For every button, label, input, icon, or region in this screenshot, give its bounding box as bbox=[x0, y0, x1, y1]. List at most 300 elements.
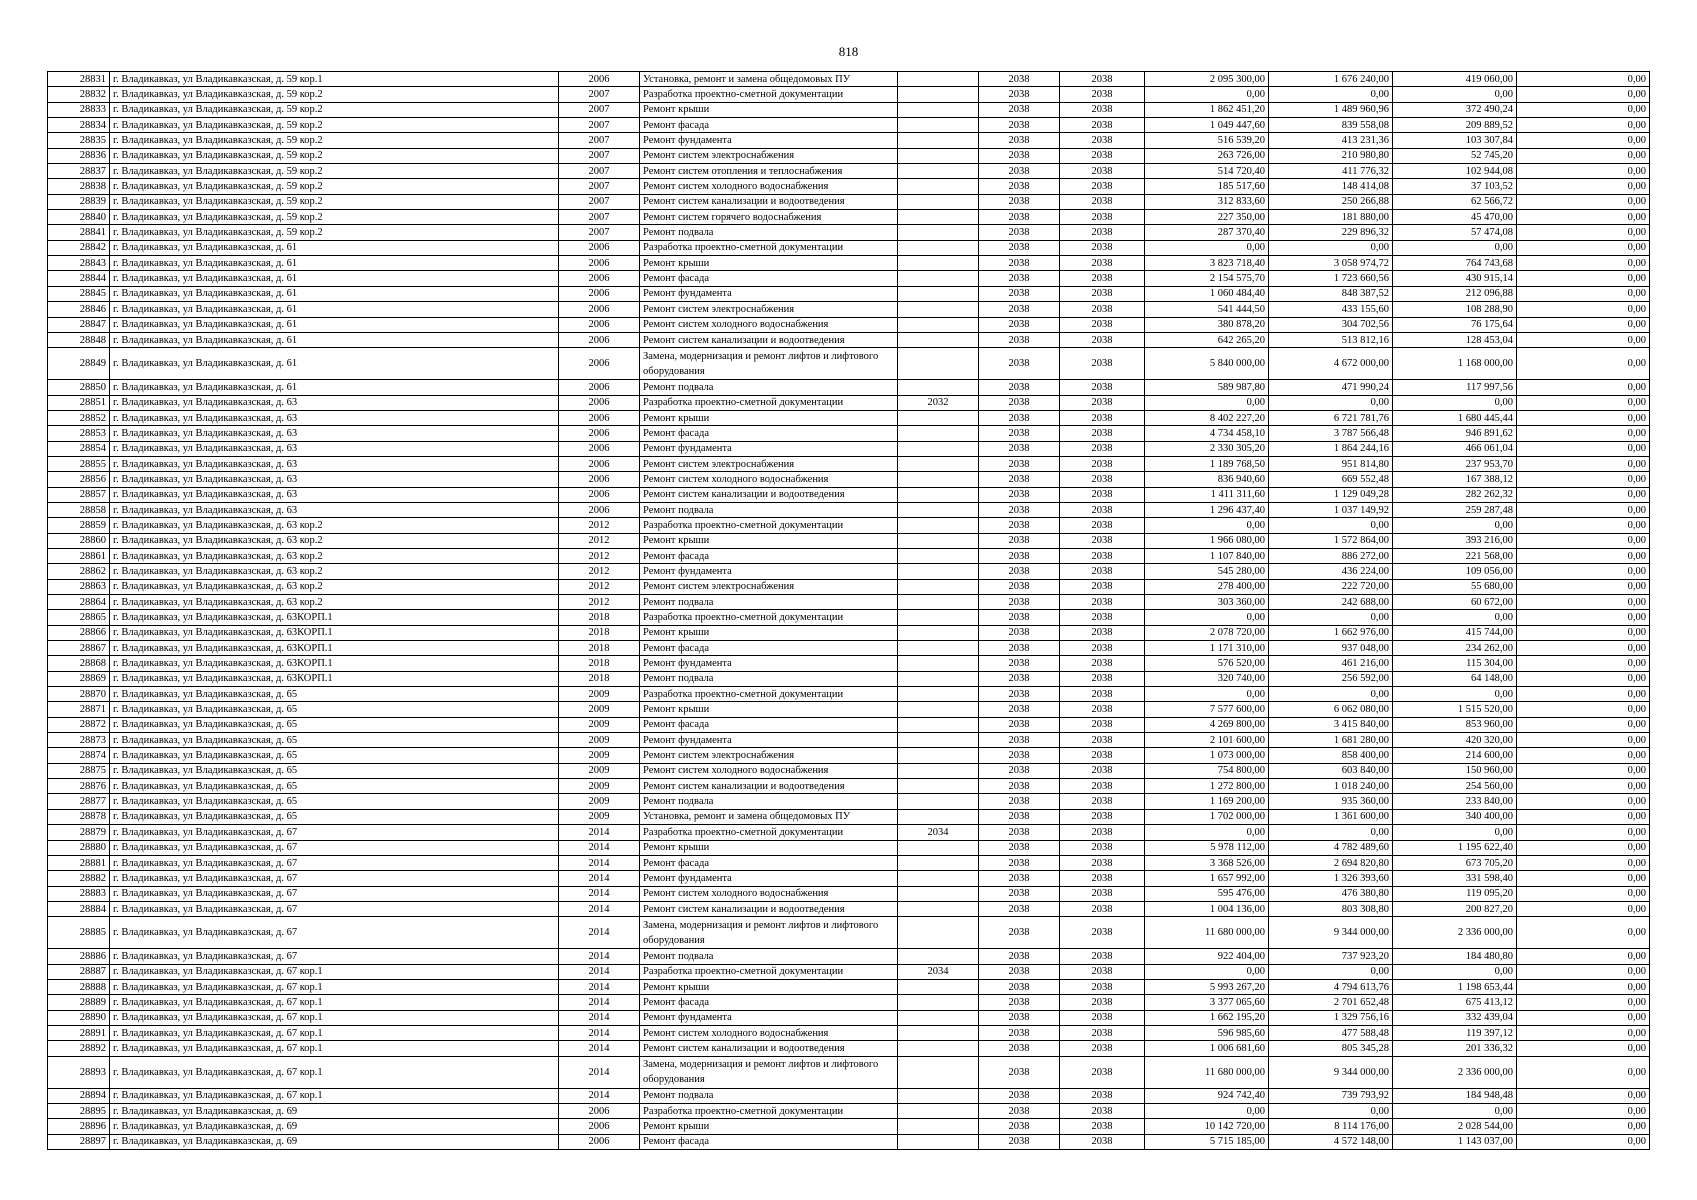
fund-cost-cell: 256 592,00 bbox=[1269, 671, 1393, 686]
work-type-cell: Ремонт фасада bbox=[640, 641, 898, 656]
fund-cost-cell: 3 058 974,72 bbox=[1269, 256, 1393, 271]
other-cost-cell: 0,00 bbox=[1517, 456, 1650, 471]
work-type-cell: Установка, ремонт и замена общедомовых ПУ bbox=[640, 809, 898, 824]
row-number-cell: 28890 bbox=[48, 1010, 110, 1025]
table-row bbox=[48, 656, 1650, 671]
owner-cost-cell: 332 439,04 bbox=[1393, 1010, 1517, 1025]
work-type-cell: Ремонт систем отопления и теплоснабжения bbox=[640, 164, 898, 179]
address-cell: г. Владикавказ, ул Владикавказская, д. 63 bbox=[110, 410, 559, 425]
other-cost-cell: 0,00 bbox=[1517, 348, 1650, 380]
total-cost-cell: 0,00 bbox=[1145, 87, 1269, 102]
work-type-cell: Ремонт систем канализации и водоотведения bbox=[640, 487, 898, 502]
end-year-cell: 2038 bbox=[1060, 518, 1145, 533]
build-year-cell: 2012 bbox=[559, 518, 640, 533]
end-year-cell: 2038 bbox=[1060, 641, 1145, 656]
fund-cost-cell: 0,00 bbox=[1269, 610, 1393, 625]
total-cost-cell: 1 189 768,50 bbox=[1145, 456, 1269, 471]
end-year-cell: 2038 bbox=[1060, 548, 1145, 563]
address-cell: г. Владикавказ, ул Владикавказская, д. 69 bbox=[110, 1119, 559, 1134]
work-type-cell: Ремонт систем холодного водоснабжения bbox=[640, 1025, 898, 1040]
work-type-cell: Установка, ремонт и замена общедомовых ПУ bbox=[640, 72, 898, 87]
plan-year-cell bbox=[898, 518, 979, 533]
other-cost-cell: 0,00 bbox=[1517, 102, 1650, 117]
total-cost-cell: 287 370,40 bbox=[1145, 225, 1269, 240]
plan-year-cell bbox=[898, 733, 979, 748]
total-cost-cell: 924 742,40 bbox=[1145, 1088, 1269, 1103]
fund-cost-cell: 461 216,00 bbox=[1269, 656, 1393, 671]
plan-year-cell bbox=[898, 779, 979, 794]
table-row bbox=[48, 426, 1650, 441]
plan-year-cell bbox=[898, 1056, 979, 1088]
other-cost-cell: 0,00 bbox=[1517, 763, 1650, 778]
other-cost-cell: 0,00 bbox=[1517, 118, 1650, 133]
address-cell: г. Владикавказ, ул Владикавказская, д. 67 кор.1 bbox=[110, 979, 559, 994]
build-year-cell: 2009 bbox=[559, 702, 640, 717]
build-year-cell: 2014 bbox=[559, 964, 640, 979]
work-type-cell: Ремонт фундамента bbox=[640, 441, 898, 456]
table-row bbox=[48, 240, 1650, 255]
start-year-cell: 2038 bbox=[979, 286, 1060, 301]
fund-cost-cell: 858 400,00 bbox=[1269, 748, 1393, 763]
row-number-cell: 28832 bbox=[48, 87, 110, 102]
total-cost-cell: 0,00 bbox=[1145, 1103, 1269, 1118]
work-type-cell: Ремонт крыши bbox=[640, 410, 898, 425]
row-number-cell: 28835 bbox=[48, 133, 110, 148]
start-year-cell: 2038 bbox=[979, 763, 1060, 778]
owner-cost-cell: 76 175,64 bbox=[1393, 317, 1517, 332]
table-row bbox=[48, 148, 1650, 163]
build-year-cell: 2007 bbox=[559, 148, 640, 163]
table-row bbox=[48, 610, 1650, 625]
work-type-cell: Разработка проектно-сметной документации bbox=[640, 825, 898, 840]
end-year-cell: 2038 bbox=[1060, 1041, 1145, 1056]
other-cost-cell: 0,00 bbox=[1517, 595, 1650, 610]
fund-cost-cell: 0,00 bbox=[1269, 964, 1393, 979]
plan-year-cell bbox=[898, 1119, 979, 1134]
plan-year-cell: 2034 bbox=[898, 825, 979, 840]
end-year-cell: 2038 bbox=[1060, 779, 1145, 794]
row-number-cell: 28862 bbox=[48, 564, 110, 579]
start-year-cell: 2038 bbox=[979, 210, 1060, 225]
row-number-cell: 28831 bbox=[48, 72, 110, 87]
plan-year-cell bbox=[898, 487, 979, 502]
address-cell: г. Владикавказ, ул Владикавказская, д. 59 кор.1 bbox=[110, 72, 559, 87]
fund-cost-cell: 0,00 bbox=[1269, 687, 1393, 702]
address-cell: г. Владикавказ, ул Владикавказская, д. 65 bbox=[110, 717, 559, 732]
table-row bbox=[48, 332, 1650, 347]
table-row bbox=[48, 964, 1650, 979]
fund-cost-cell: 739 793,92 bbox=[1269, 1088, 1393, 1103]
table-row bbox=[48, 271, 1650, 286]
address-cell: г. Владикавказ, ул Владикавказская, д. 59 кор.2 bbox=[110, 118, 559, 133]
row-number-cell: 28849 bbox=[48, 348, 110, 380]
address-cell: г. Владикавказ, ул Владикавказская, д. 59 кор.2 bbox=[110, 179, 559, 194]
table-row bbox=[48, 840, 1650, 855]
total-cost-cell: 0,00 bbox=[1145, 610, 1269, 625]
total-cost-cell: 1 006 681,60 bbox=[1145, 1041, 1269, 1056]
address-cell: г. Владикавказ, ул Владикавказская, д. 63 bbox=[110, 456, 559, 471]
work-type-cell: Ремонт систем канализации и водоотведения bbox=[640, 901, 898, 916]
build-year-cell: 2014 bbox=[559, 1088, 640, 1103]
table-row bbox=[48, 886, 1650, 901]
address-cell: г. Владикавказ, ул Владикавказская, д. 65 bbox=[110, 809, 559, 824]
other-cost-cell: 0,00 bbox=[1517, 302, 1650, 317]
owner-cost-cell: 1 168 000,00 bbox=[1393, 348, 1517, 380]
row-number-cell: 28877 bbox=[48, 794, 110, 809]
row-number-cell: 28872 bbox=[48, 717, 110, 732]
total-cost-cell: 5 993 267,20 bbox=[1145, 979, 1269, 994]
build-year-cell: 2014 bbox=[559, 1025, 640, 1040]
address-cell: г. Владикавказ, ул Владикавказская, д. 59 кор.2 bbox=[110, 194, 559, 209]
table-row bbox=[48, 717, 1650, 732]
owner-cost-cell: 55 680,00 bbox=[1393, 579, 1517, 594]
plan-year-cell bbox=[898, 949, 979, 964]
work-type-cell: Ремонт систем электроснабжения bbox=[640, 579, 898, 594]
build-year-cell: 2009 bbox=[559, 779, 640, 794]
owner-cost-cell: 184 948,48 bbox=[1393, 1088, 1517, 1103]
table-row bbox=[48, 733, 1650, 748]
start-year-cell: 2038 bbox=[979, 901, 1060, 916]
fund-cost-cell: 603 840,00 bbox=[1269, 763, 1393, 778]
table-row bbox=[48, 917, 1650, 949]
owner-cost-cell: 102 944,08 bbox=[1393, 164, 1517, 179]
end-year-cell: 2038 bbox=[1060, 286, 1145, 301]
start-year-cell: 2038 bbox=[979, 779, 1060, 794]
table-row bbox=[48, 518, 1650, 533]
work-type-cell: Ремонт систем электроснабжения bbox=[640, 302, 898, 317]
total-cost-cell: 754 800,00 bbox=[1145, 763, 1269, 778]
end-year-cell: 2038 bbox=[1060, 426, 1145, 441]
fund-cost-cell: 250 266,88 bbox=[1269, 194, 1393, 209]
start-year-cell: 2038 bbox=[979, 240, 1060, 255]
owner-cost-cell: 212 096,88 bbox=[1393, 286, 1517, 301]
address-cell: г. Владикавказ, ул Владикавказская, д. 65 bbox=[110, 763, 559, 778]
plan-year-cell bbox=[898, 763, 979, 778]
total-cost-cell: 0,00 bbox=[1145, 687, 1269, 702]
owner-cost-cell: 0,00 bbox=[1393, 518, 1517, 533]
table-row bbox=[48, 225, 1650, 240]
row-number-cell: 28880 bbox=[48, 840, 110, 855]
build-year-cell: 2006 bbox=[559, 441, 640, 456]
owner-cost-cell: 60 672,00 bbox=[1393, 595, 1517, 610]
start-year-cell: 2038 bbox=[979, 809, 1060, 824]
plan-year-cell bbox=[898, 579, 979, 594]
fund-cost-cell: 3 415 840,00 bbox=[1269, 717, 1393, 732]
row-number-cell: 28873 bbox=[48, 733, 110, 748]
table-row bbox=[48, 302, 1650, 317]
address-cell: г. Владикавказ, ул Владикавказская, д. 65 bbox=[110, 779, 559, 794]
table-row bbox=[48, 1103, 1650, 1118]
build-year-cell: 2007 bbox=[559, 164, 640, 179]
other-cost-cell: 0,00 bbox=[1517, 225, 1650, 240]
end-year-cell: 2038 bbox=[1060, 271, 1145, 286]
fund-cost-cell: 1 329 756,16 bbox=[1269, 1010, 1393, 1025]
start-year-cell: 2038 bbox=[979, 1056, 1060, 1088]
start-year-cell: 2038 bbox=[979, 687, 1060, 702]
owner-cost-cell: 946 891,62 bbox=[1393, 426, 1517, 441]
address-cell: г. Владикавказ, ул Владикавказская, д. 63 bbox=[110, 395, 559, 410]
start-year-cell: 2038 bbox=[979, 733, 1060, 748]
build-year-cell: 2006 bbox=[559, 1119, 640, 1134]
address-cell: г. Владикавказ, ул Владикавказская, д. 61 bbox=[110, 271, 559, 286]
end-year-cell: 2038 bbox=[1060, 533, 1145, 548]
plan-year-cell bbox=[898, 179, 979, 194]
start-year-cell: 2038 bbox=[979, 225, 1060, 240]
fund-cost-cell: 669 552,48 bbox=[1269, 472, 1393, 487]
start-year-cell: 2038 bbox=[979, 1088, 1060, 1103]
end-year-cell: 2038 bbox=[1060, 118, 1145, 133]
total-cost-cell: 541 444,50 bbox=[1145, 302, 1269, 317]
fund-cost-cell: 848 387,52 bbox=[1269, 286, 1393, 301]
owner-cost-cell: 52 745,20 bbox=[1393, 148, 1517, 163]
total-cost-cell: 576 520,00 bbox=[1145, 656, 1269, 671]
build-year-cell: 2018 bbox=[559, 625, 640, 640]
work-type-cell: Ремонт фундамента bbox=[640, 564, 898, 579]
start-year-cell: 2038 bbox=[979, 886, 1060, 901]
other-cost-cell: 0,00 bbox=[1517, 194, 1650, 209]
table-row bbox=[48, 72, 1650, 87]
address-cell: г. Владикавказ, ул Владикавказская, д. 67 bbox=[110, 825, 559, 840]
other-cost-cell: 0,00 bbox=[1517, 72, 1650, 87]
other-cost-cell: 0,00 bbox=[1517, 625, 1650, 640]
build-year-cell: 2006 bbox=[559, 302, 640, 317]
start-year-cell: 2038 bbox=[979, 456, 1060, 471]
address-cell: г. Владикавказ, ул Владикавказская, д. 65 bbox=[110, 702, 559, 717]
build-year-cell: 2014 bbox=[559, 840, 640, 855]
plan-year-cell bbox=[898, 1025, 979, 1040]
row-number-cell: 28895 bbox=[48, 1103, 110, 1118]
total-cost-cell: 11 680 000,00 bbox=[1145, 917, 1269, 949]
address-cell: г. Владикавказ, ул Владикавказская, д. 61 bbox=[110, 256, 559, 271]
total-cost-cell: 380 878,20 bbox=[1145, 317, 1269, 332]
end-year-cell: 2038 bbox=[1060, 855, 1145, 870]
plan-year-cell bbox=[898, 840, 979, 855]
end-year-cell: 2038 bbox=[1060, 348, 1145, 380]
plan-year-cell bbox=[898, 502, 979, 517]
work-type-cell: Разработка проектно-сметной документации bbox=[640, 240, 898, 255]
end-year-cell: 2038 bbox=[1060, 148, 1145, 163]
address-cell: г. Владикавказ, ул Владикавказская, д. 63КОРП.1 bbox=[110, 671, 559, 686]
plan-year-cell: 2034 bbox=[898, 964, 979, 979]
total-cost-cell: 0,00 bbox=[1145, 964, 1269, 979]
end-year-cell: 2038 bbox=[1060, 502, 1145, 517]
total-cost-cell: 2 154 575,70 bbox=[1145, 271, 1269, 286]
build-year-cell: 2012 bbox=[559, 579, 640, 594]
other-cost-cell: 0,00 bbox=[1517, 641, 1650, 656]
owner-cost-cell: 37 103,52 bbox=[1393, 179, 1517, 194]
start-year-cell: 2038 bbox=[979, 426, 1060, 441]
other-cost-cell: 0,00 bbox=[1517, 487, 1650, 502]
start-year-cell: 2038 bbox=[979, 271, 1060, 286]
table-row bbox=[48, 949, 1650, 964]
build-year-cell: 2006 bbox=[559, 348, 640, 380]
other-cost-cell: 0,00 bbox=[1517, 917, 1650, 949]
total-cost-cell: 320 740,00 bbox=[1145, 671, 1269, 686]
table-row bbox=[48, 1119, 1650, 1134]
other-cost-cell: 0,00 bbox=[1517, 748, 1650, 763]
row-number-cell: 28866 bbox=[48, 625, 110, 640]
table-row bbox=[48, 533, 1650, 548]
owner-cost-cell: 0,00 bbox=[1393, 610, 1517, 625]
table-row bbox=[48, 595, 1650, 610]
row-number-cell: 28839 bbox=[48, 194, 110, 209]
plan-year-cell bbox=[898, 441, 979, 456]
total-cost-cell: 1 411 311,60 bbox=[1145, 487, 1269, 502]
fund-cost-cell: 9 344 000,00 bbox=[1269, 1056, 1393, 1088]
build-year-cell: 2006 bbox=[559, 332, 640, 347]
build-year-cell: 2018 bbox=[559, 656, 640, 671]
start-year-cell: 2038 bbox=[979, 332, 1060, 347]
fund-cost-cell: 433 155,60 bbox=[1269, 302, 1393, 317]
build-year-cell: 2006 bbox=[559, 487, 640, 502]
end-year-cell: 2038 bbox=[1060, 656, 1145, 671]
work-type-cell: Ремонт систем электроснабжения bbox=[640, 148, 898, 163]
owner-cost-cell: 393 216,00 bbox=[1393, 533, 1517, 548]
build-year-cell: 2006 bbox=[559, 472, 640, 487]
end-year-cell: 2038 bbox=[1060, 949, 1145, 964]
start-year-cell: 2038 bbox=[979, 656, 1060, 671]
end-year-cell: 2038 bbox=[1060, 194, 1145, 209]
plan-year-cell bbox=[898, 1010, 979, 1025]
build-year-cell: 2014 bbox=[559, 995, 640, 1010]
start-year-cell: 2038 bbox=[979, 717, 1060, 732]
work-type-cell: Ремонт крыши bbox=[640, 533, 898, 548]
end-year-cell: 2038 bbox=[1060, 886, 1145, 901]
owner-cost-cell: 1 680 445,44 bbox=[1393, 410, 1517, 425]
table-row bbox=[48, 380, 1650, 395]
total-cost-cell: 1 107 840,00 bbox=[1145, 548, 1269, 563]
start-year-cell: 2038 bbox=[979, 702, 1060, 717]
work-type-cell: Ремонт систем канализации и водоотведения bbox=[640, 779, 898, 794]
address-cell: г. Владикавказ, ул Владикавказская, д. 65 bbox=[110, 748, 559, 763]
total-cost-cell: 2 095 300,00 bbox=[1145, 72, 1269, 87]
plan-year-cell bbox=[898, 271, 979, 286]
table-row bbox=[48, 164, 1650, 179]
build-year-cell: 2006 bbox=[559, 240, 640, 255]
row-number-cell: 28889 bbox=[48, 995, 110, 1010]
row-number-cell: 28868 bbox=[48, 656, 110, 671]
end-year-cell: 2038 bbox=[1060, 210, 1145, 225]
start-year-cell: 2038 bbox=[979, 625, 1060, 640]
total-cost-cell: 2 078 720,00 bbox=[1145, 625, 1269, 640]
total-cost-cell: 1 060 484,40 bbox=[1145, 286, 1269, 301]
address-cell: г. Владикавказ, ул Владикавказская, д. 63 кор.2 bbox=[110, 595, 559, 610]
other-cost-cell: 0,00 bbox=[1517, 518, 1650, 533]
total-cost-cell: 227 350,00 bbox=[1145, 210, 1269, 225]
plan-year-cell bbox=[898, 133, 979, 148]
total-cost-cell: 1 169 200,00 bbox=[1145, 794, 1269, 809]
start-year-cell: 2038 bbox=[979, 595, 1060, 610]
table-row bbox=[48, 210, 1650, 225]
row-number-cell: 28843 bbox=[48, 256, 110, 271]
address-cell: г. Владикавказ, ул Владикавказская, д. 67 bbox=[110, 917, 559, 949]
build-year-cell: 2012 bbox=[559, 533, 640, 548]
build-year-cell: 2006 bbox=[559, 256, 640, 271]
address-cell: г. Владикавказ, ул Владикавказская, д. 67 bbox=[110, 855, 559, 870]
other-cost-cell: 0,00 bbox=[1517, 901, 1650, 916]
owner-cost-cell: 0,00 bbox=[1393, 87, 1517, 102]
plan-year-cell bbox=[898, 656, 979, 671]
fund-cost-cell: 935 360,00 bbox=[1269, 794, 1393, 809]
total-cost-cell: 11 680 000,00 bbox=[1145, 1056, 1269, 1088]
row-number-cell: 28896 bbox=[48, 1119, 110, 1134]
start-year-cell: 2038 bbox=[979, 87, 1060, 102]
start-year-cell: 2038 bbox=[979, 964, 1060, 979]
address-cell: г. Владикавказ, ул Владикавказская, д. 63 кор.2 bbox=[110, 518, 559, 533]
owner-cost-cell: 419 060,00 bbox=[1393, 72, 1517, 87]
end-year-cell: 2038 bbox=[1060, 456, 1145, 471]
end-year-cell: 2038 bbox=[1060, 332, 1145, 347]
fund-cost-cell: 2 694 820,80 bbox=[1269, 855, 1393, 870]
fund-cost-cell: 4 572 148,00 bbox=[1269, 1134, 1393, 1149]
plan-year-cell bbox=[898, 118, 979, 133]
start-year-cell: 2038 bbox=[979, 871, 1060, 886]
start-year-cell: 2038 bbox=[979, 548, 1060, 563]
table-row bbox=[48, 102, 1650, 117]
owner-cost-cell: 103 307,84 bbox=[1393, 133, 1517, 148]
plan-year-cell bbox=[898, 410, 979, 425]
table-body bbox=[48, 72, 1650, 1150]
row-number-cell: 28878 bbox=[48, 809, 110, 824]
work-type-cell: Ремонт систем электроснабжения bbox=[640, 748, 898, 763]
address-cell: г. Владикавказ, ул Владикавказская, д. 67 bbox=[110, 886, 559, 901]
start-year-cell: 2038 bbox=[979, 794, 1060, 809]
end-year-cell: 2038 bbox=[1060, 164, 1145, 179]
build-year-cell: 2006 bbox=[559, 410, 640, 425]
owner-cost-cell: 2 028 544,00 bbox=[1393, 1119, 1517, 1134]
address-cell: г. Владикавказ, ул Владикавказская, д. 63КОРП.1 bbox=[110, 656, 559, 671]
owner-cost-cell: 0,00 bbox=[1393, 240, 1517, 255]
start-year-cell: 2038 bbox=[979, 1025, 1060, 1040]
work-type-cell: Разработка проектно-сметной документации bbox=[640, 964, 898, 979]
start-year-cell: 2038 bbox=[979, 641, 1060, 656]
build-year-cell: 2007 bbox=[559, 194, 640, 209]
owner-cost-cell: 150 960,00 bbox=[1393, 763, 1517, 778]
build-year-cell: 2007 bbox=[559, 102, 640, 117]
fund-cost-cell: 1 662 976,00 bbox=[1269, 625, 1393, 640]
end-year-cell: 2038 bbox=[1060, 579, 1145, 594]
plan-year-cell bbox=[898, 1103, 979, 1118]
end-year-cell: 2038 bbox=[1060, 595, 1145, 610]
start-year-cell: 2038 bbox=[979, 855, 1060, 870]
start-year-cell: 2038 bbox=[979, 487, 1060, 502]
fund-cost-cell: 1 489 960,96 bbox=[1269, 102, 1393, 117]
table-row bbox=[48, 763, 1650, 778]
fund-cost-cell: 229 896,32 bbox=[1269, 225, 1393, 240]
plan-year-cell bbox=[898, 595, 979, 610]
table-row bbox=[48, 671, 1650, 686]
row-number-cell: 28855 bbox=[48, 456, 110, 471]
build-year-cell: 2009 bbox=[559, 687, 640, 702]
work-type-cell: Ремонт фасада bbox=[640, 118, 898, 133]
fund-cost-cell: 210 980,80 bbox=[1269, 148, 1393, 163]
other-cost-cell: 0,00 bbox=[1517, 133, 1650, 148]
build-year-cell: 2012 bbox=[559, 595, 640, 610]
start-year-cell: 2038 bbox=[979, 118, 1060, 133]
end-year-cell: 2038 bbox=[1060, 733, 1145, 748]
build-year-cell: 2006 bbox=[559, 395, 640, 410]
start-year-cell: 2038 bbox=[979, 410, 1060, 425]
other-cost-cell: 0,00 bbox=[1517, 794, 1650, 809]
plan-year-cell bbox=[898, 901, 979, 916]
owner-cost-cell: 2 336 000,00 bbox=[1393, 917, 1517, 949]
plan-year-cell bbox=[898, 564, 979, 579]
address-cell: г. Владикавказ, ул Владикавказская, д. 65 bbox=[110, 794, 559, 809]
build-year-cell: 2009 bbox=[559, 733, 640, 748]
build-year-cell: 2018 bbox=[559, 610, 640, 625]
other-cost-cell: 0,00 bbox=[1517, 148, 1650, 163]
row-number-cell: 28893 bbox=[48, 1056, 110, 1088]
